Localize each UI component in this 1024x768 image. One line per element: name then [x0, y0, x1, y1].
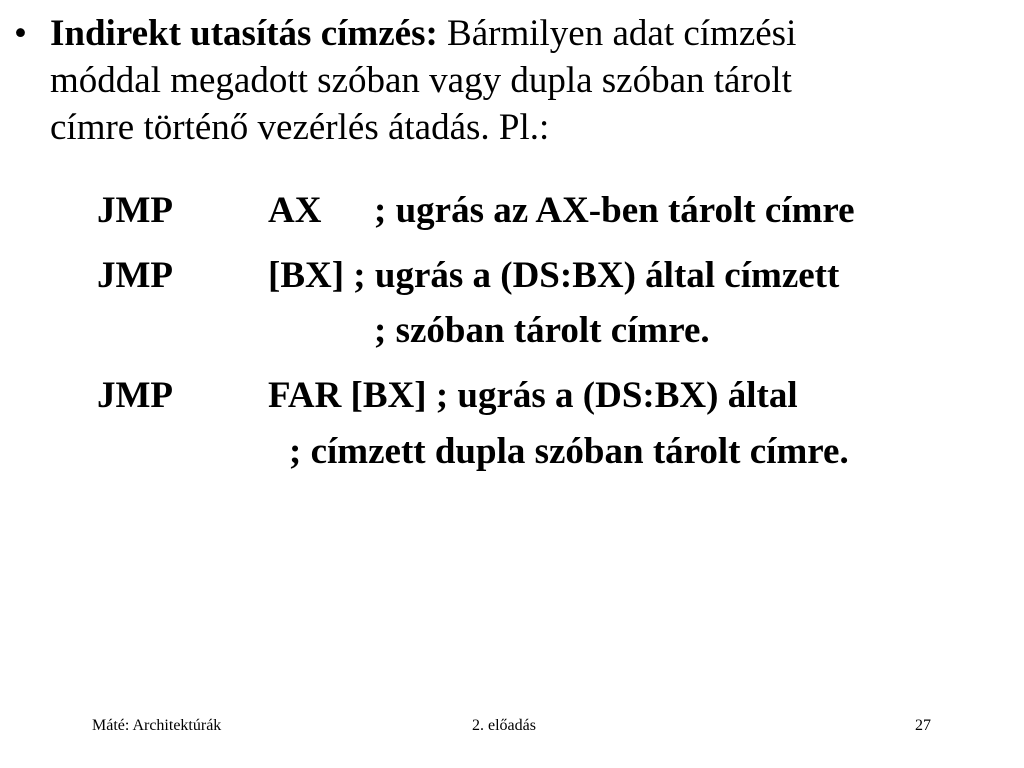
- code-mnemonic-2: JMP: [97, 255, 174, 296]
- bullet-body-2: móddal megadott szóban vagy dupla szóban tárolt: [50, 60, 792, 101]
- code-operand-2: [BX] ; ugrás a (DS:BX) által címzett: [268, 255, 840, 296]
- bullet-marker: •: [14, 13, 27, 54]
- code-continuation-3: ; címzett dupla szóban tárolt címre.: [289, 431, 849, 472]
- code-mnemonic-3: JMP: [97, 375, 174, 416]
- footer-page-number: 27: [915, 717, 931, 734]
- code-comment-1: ; ugrás az AX-ben tárolt címre: [374, 190, 855, 231]
- bullet-body-3: címre történő vezérlés átadás. Pl.:: [50, 107, 550, 148]
- footer-lecture: 2. előadás: [472, 717, 536, 734]
- bullet-heading: Indirekt utasítás címzés:: [50, 13, 438, 54]
- code-continuation-2: ; szóban tárolt címre.: [374, 310, 710, 351]
- bullet-line-1: [50, 10, 990, 57]
- footer-author: Máté: Architektúrák: [92, 717, 222, 734]
- bullet-body-1: Bármilyen adat címzési: [437, 13, 797, 54]
- bullet-text: [50, 10, 990, 151]
- code-operand-1: AX: [268, 190, 322, 231]
- code-operand-3: FAR [BX] ; ugrás a (DS:BX) által: [268, 375, 798, 416]
- code-mnemonic-1: JMP: [97, 190, 174, 231]
